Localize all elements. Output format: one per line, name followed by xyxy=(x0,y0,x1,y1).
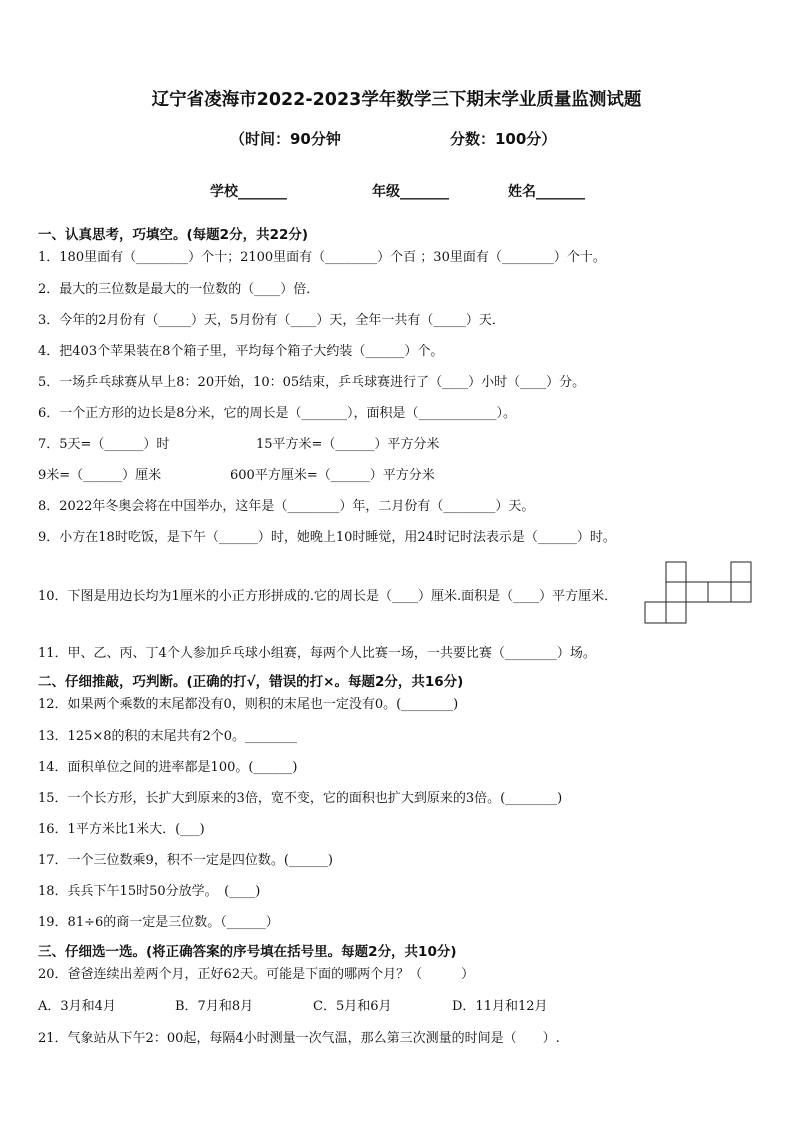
figure-square xyxy=(708,582,731,602)
question-12: 12．如果两个乘数的末尾都没有0，则积的末尾也一定没有0。(________) xyxy=(38,697,459,712)
question-1: 1．180里面有（________）个十；2100里面有（________）个百 ；30里面有（________）个十。 xyxy=(38,250,606,265)
figure-square xyxy=(731,582,751,602)
exam-score: 分数：100分） xyxy=(450,130,557,148)
question-17: 17．一个三位数乘9，积不一定是四位数。(______) xyxy=(38,853,333,868)
question-15: 15．一个长方形，长扩大到原来的3倍，宽不变，它的面积也扩大到原来的3倍。(________) xyxy=(38,791,563,806)
question-10: 10．下图是用边长均为1厘米的小正方形拼成的.它的周长是（____）厘米.面积是（____）平方厘米． xyxy=(38,589,618,604)
question-21: 21．气象站从下午2：00起，每隔4小时测量一次气温，那么第三次测量的时间是（ ）. xyxy=(38,1031,560,1046)
question-7d: 600平方厘米=（______）平方分米 xyxy=(230,468,435,483)
square-figure xyxy=(644,561,754,627)
question-7b: 15平方米=（______）平方分米 xyxy=(256,437,440,452)
option-a: A．3月和4月 xyxy=(38,999,116,1014)
question-20: 20．爸爸连续出差两个月，正好62天。可能是下面的哪两个月？（ ） xyxy=(38,967,475,982)
option-c: C．5月和6月 xyxy=(313,999,392,1014)
question-3: 3．今年的2月份有（_____）天，5月份有（____）天，全年一共有（_____）天． xyxy=(38,313,505,328)
question-7a: 7．5天=（______）时 xyxy=(38,437,170,452)
section-2-header: 二、仔细推敲，巧判断。(正确的打√，错误的打×。每题2分，共16分) xyxy=(38,674,464,690)
option-b: B．7月和8月 xyxy=(175,999,254,1014)
figure-square xyxy=(666,562,686,582)
school-field: 学校_______ xyxy=(210,184,287,200)
figure-square xyxy=(731,562,751,582)
question-16: 16．1平方米比1米大．(___) xyxy=(38,822,205,837)
figure-square xyxy=(666,602,686,623)
option-d: D．11月和12月 xyxy=(452,999,548,1014)
exam-time: （时间：90分钟 xyxy=(230,130,341,148)
name-field: 姓名_______ xyxy=(508,184,585,200)
question-14: 14．面积单位之间的进率都是100。(______) xyxy=(38,760,298,775)
question-4: 4．把403个苹果装在8个箱子里，平均每个箱子大约装（______）个。 xyxy=(38,344,444,359)
question-8: 8．2022年冬奥会将在中国举办，这年是（________）年，二月份有（________）天。 xyxy=(38,499,535,514)
question-11: 11．甲、乙、丙、丁4个人参加乒乓球小组赛，每两个人比赛一场，一共要比赛（________）场。 xyxy=(38,646,596,661)
section-3-header: 三、仔细选一选。(将正确答案的序号填在括号里。每题2分，共10分) xyxy=(38,944,457,960)
question-18: 18．兵兵下午15时50分放学。 (____) xyxy=(38,884,261,899)
question-9: 9．小方在18时吃饭，是下午（______）时，她晚上10时睡觉，用24时记时法表示是（______）时。 xyxy=(38,530,616,545)
question-5: 5．一场乒乓球赛从早上8：20开始，10：05结束，乒乓球赛进行了（____）小时（____）分。 xyxy=(38,375,586,390)
question-7c: 9米=（______）厘米 xyxy=(38,468,162,483)
question-6: 6．一个正方形的边长是8分米，它的周长是（_______），面积是（____________）。 xyxy=(38,406,517,421)
question-13: 13．125×8的积的末尾共有2个0。________ xyxy=(38,729,298,744)
section-1-header: 一、认真思考，巧填空。(每题2分，共22分) xyxy=(38,227,309,243)
exam-title: 辽宁省凌海市2022-2023学年数学三下期末学业质量监测试题 xyxy=(151,90,642,110)
figure-square xyxy=(645,602,666,623)
figure-square xyxy=(686,582,708,602)
grade-field: 年级_______ xyxy=(372,184,449,200)
question-2: 2．最大的三位数是最大的一位数的（____）倍． xyxy=(38,282,320,297)
figure-square xyxy=(666,582,686,602)
question-19: 19．81÷6的商一定是三位数。（______） xyxy=(38,915,279,930)
